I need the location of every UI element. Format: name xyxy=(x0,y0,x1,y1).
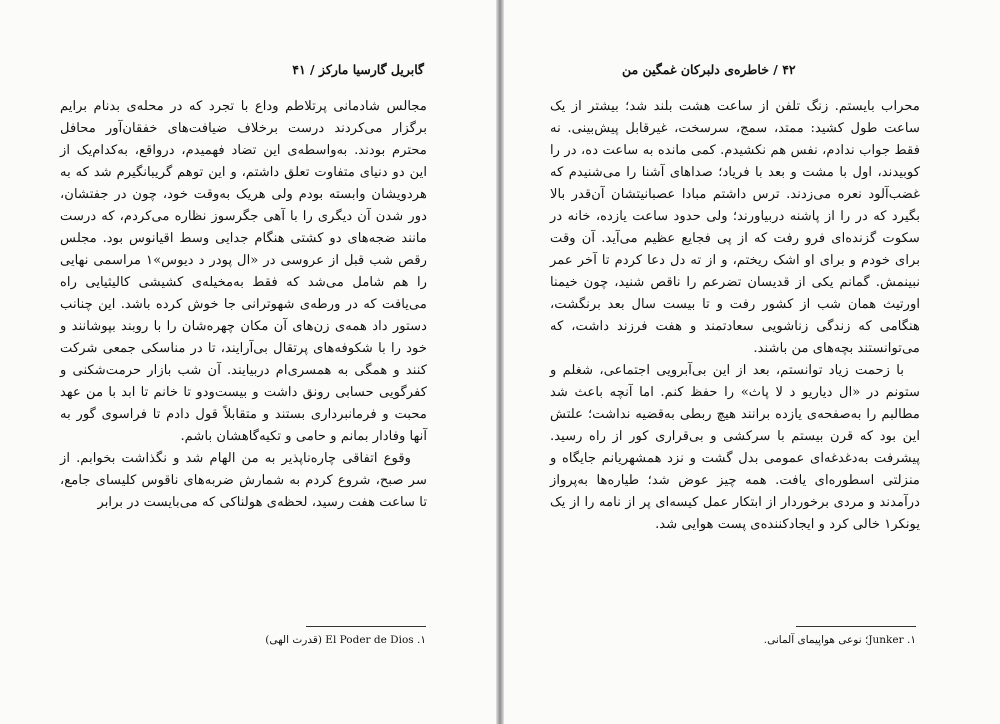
right-footnote-rule xyxy=(796,626,916,627)
right-footnote: ۱. Junker؛ نوعی هواپیمای آلمانی. xyxy=(763,634,916,646)
left-page xyxy=(0,0,497,724)
left-page-header: گابریل گارسیا مارکز / ۴۱ xyxy=(292,62,424,77)
right-page xyxy=(503,0,1000,724)
right-page-body xyxy=(550,96,920,536)
right-page-header: ۴۲ / خاطره‌ی دلبرکان غمگین من xyxy=(622,62,796,77)
right-paragraph-1: محراب بایستم. زنگ تلفن از ساعت هشت بلند شد؛ بیشتر از یک ساعت طول کشید: ممتد، سمج، سرسخت، غیرقابل پیش‌بینی. نه فقط جواب ندادم، نفس هم نکشیدم. کمی مانده به ساعت ده، در را کوبیدند، اول با مشت و بعد با فریاد؛ صداهای آشنا را می‌شنیدم که غضب‌آلود نعره می‌زدند. ترس داشتم مبادا عصبانیتشان آن‌قدر بالا بگیرد که در را از پاشنه دربیاورند؛ ولی حدود ساعت یازده، خانه در سکوت گزنده‌ای فرو رفت که از پی فجایع عظیم می‌آید. آن وقت برای خودم و برای او اشک ریختم، و از ته دل دعا کردم تا آخر عمر نبینمش. گمانم یکی از قدیسان تضرعم را ناقص شنید، چون خیمنا اورتیث همان شب از کشور رفت و تا بیست سال بعد برنگشت، هنگامی که زندگی زناشویی سعادتمند و هفت فرزند داشت، که می‌توانستند بچه‌های من باشند. xyxy=(550,99,920,356)
left-paragraph-1: مجالس شادمانی پرتلاطم وداع با تجرد که در محله‌ی بدنام برایم برگزار می‌کردند درست برخلاف ضیافت‌های خفقان‌آور محافل محترم بودند. به‌واسطه‌ی این تضاد فهمیدم، درواقع، به‌کدام‌یک از این دو دنیای متفاوت تعلق داشتم، و این توهم گریبانگیرم شد که به هردویشان وابسته بودم ولی هریک به‌وقت خود، چون در جفتشان، دور شدن آن دیگری را با آهی جگرسوز نظاره می‌کردم، که درست مانند ضجه‌های دو کشتی هنگام جدایی وسط اقیانوس بود. مجلس رقص شب قبل از عروسی در «ال پودر د دیوس»۱ مراسمی نهایی را هم شامل می‌شد که فقط به‌مخیله‌ی کشیشی کالیثیایی راه می‌یافت که در ورطه‌ی شهوترانی جا خوش کرده باشد. این چنانب دستور داد همه‌ی زن‌های آن مکان چهره‌شان را با روبند بپوشانند و خود را با شکوفه‌های پرتقال بی‌آرایند، تا در مناسکی جمعی شرکت کنند و همگی به همسری‌ام دربیایند. آن شب بازار حرمت‌شکنی و کفرگویی حسابی رونق داشت و بیست‌ودو تا خانم تا ابد با من عهد محبت و فرمانبرداری بستند و متقابلاً قول دادم تا فراسوی گور به آنها وفادار بمانم و حامی و تکیه‌گاهشان باشم. xyxy=(60,99,427,444)
right-paragraph-2: با زحمت زیاد توانستم، بعد از این بی‌آبرویی اجتماعی، شغلم و ستونم در «ال دیاریو د لا پاث» را حفظ کنم. اما آنچه باعث شد مطالبم را به‌صفحه‌ی یازده برانند هیچ ربطی به‌قضیه نداشت؛ علتش این بود که قرن بیستم با سرکشی و بی‌قراری کور از راه رسید. پیشرفت به‌دغدغه‌ای عمومی بدل گشت و نزد همشهریانم جایگاه و منزلتی اسطوره‌ای یافت. همه چیز عوض شد؛ طیاره‌ها به‌پرواز درآمدند و مردی برخوردار از ابتکار عمل کیسه‌ای پر از نامه را از یک یونکر۱ خالی کرد و ایجادکننده‌ی پست هوایی شد. xyxy=(550,363,920,532)
left-footnote: ۱. El Poder de Dios (قدرت الهی) xyxy=(265,634,426,646)
left-paragraph-2: وقوع اتفاقی چاره‌ناپذیر به من الهام شد و نگذاشت بخوابم. از سر صبح، شروع کردم به شمارش ضربه‌های ناقوس کلیسای جامع، تا ساعت هفت رسید، لحظه‌ی هولناکی که می‌بایست در برابر xyxy=(60,451,427,510)
left-page-body xyxy=(60,96,427,514)
left-footnote-rule xyxy=(306,626,426,627)
